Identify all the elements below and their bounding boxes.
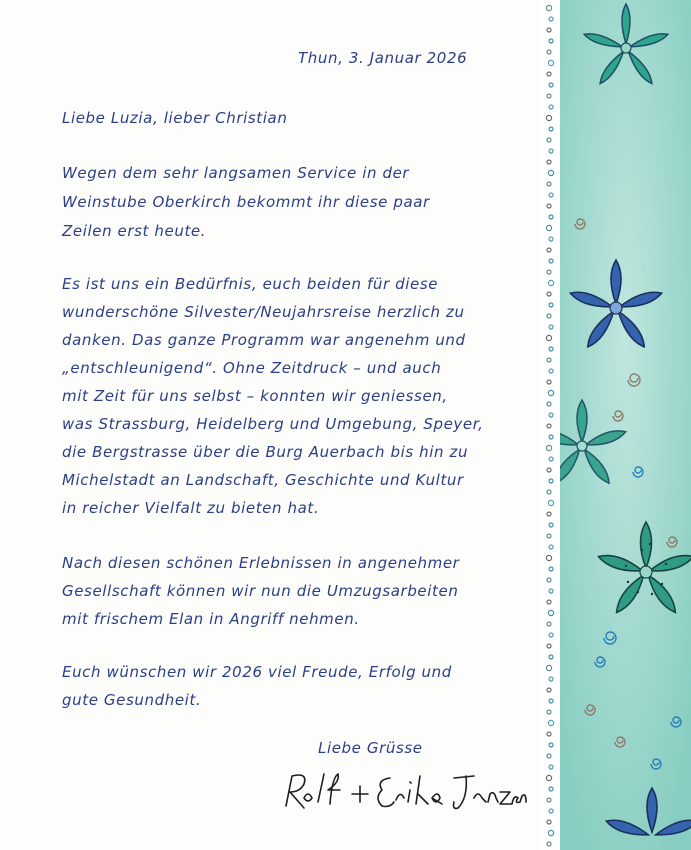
paragraph-2-line-6: was Strassburg, Heidelberg und Umgebung, Speyer, [62, 415, 484, 433]
paragraph-2-line-5: mit Zeit für uns selbst – konnten wir geniessen, [62, 387, 448, 405]
paragraph-1-line-3: Zeilen erst heute. [62, 222, 207, 240]
paragraph-2-line-8: Michelstadt an Landschaft, Geschichte und Kultur [62, 471, 464, 489]
paragraph-3-line-2: Gesellschaft können wir nun die Umzugsarbeiten [62, 582, 459, 600]
signature [278, 768, 528, 818]
salutation: Liebe Luzia, lieber Christian [62, 109, 288, 127]
paragraph-1-line-1: Wegen dem sehr langsamen Service in der [62, 164, 410, 182]
dot-border [540, 0, 560, 850]
paragraph-1-line-2: Weinstube Oberkirch bekommt ihr diese paar [62, 193, 430, 211]
paragraph-2-line-1: Es ist uns ein Bedürfnis, euch beiden für diese [62, 275, 439, 293]
paragraph-3-line-3: mit frischem Elan in Angriff nehmen. [62, 610, 360, 628]
paragraph-4-line-2: gute Gesundheit. [62, 691, 202, 709]
paragraph-2-line-9: in reicher Vielfalt zu bieten hat. [62, 499, 320, 517]
letter-date: Thun, 3. Januar 2026 [298, 49, 468, 67]
paragraph-2-line-4: „entschleunigend“. Ohne Zeitdruck – und auch [62, 359, 442, 377]
paragraph-2-line-7: die Bergstrasse über die Burg Auerbach bis hin zu [62, 443, 469, 461]
floral-decoration [560, 0, 691, 850]
paragraph-3-line-1: Nach diesen schönen Erlebnissen in angenehmer [62, 554, 460, 572]
paragraph-2-line-2: wunderschöne Silvester/Neujahrsreise herzlich zu [62, 303, 465, 321]
paragraph-4-line-1: Euch wünschen wir 2026 viel Freude, Erfolg und [62, 663, 452, 681]
closing: Liebe Grüsse [318, 739, 423, 757]
paragraph-2-line-3: danken. Das ganze Programm war angenehm und [62, 331, 466, 349]
